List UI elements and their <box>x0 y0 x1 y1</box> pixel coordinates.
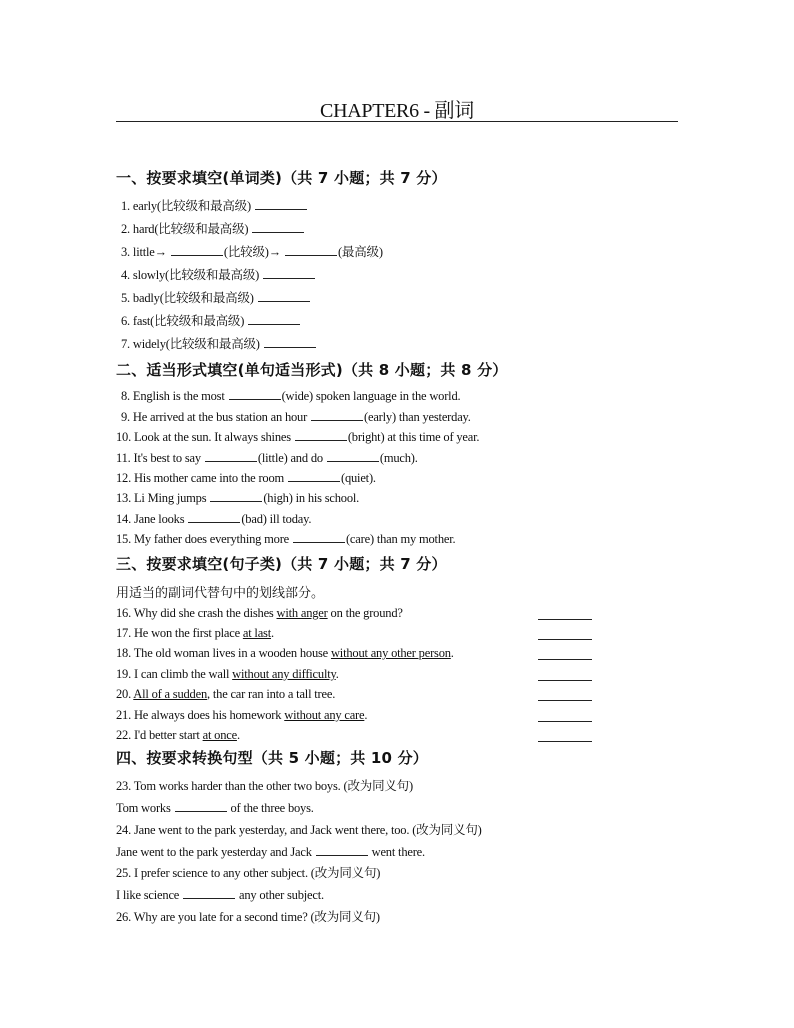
question-text: I like science <box>116 888 180 902</box>
question-18 <box>116 645 454 661</box>
question-text: . <box>335 667 339 681</box>
page-title: CHAPTER6 - 副词 <box>320 100 474 122</box>
underlined-phrase: without any other person <box>330 646 451 660</box>
answer-blank[interactable] <box>248 313 300 325</box>
question-text: I'd better start <box>133 728 203 742</box>
question-25 <box>116 865 380 881</box>
question-text: on the ground? <box>327 606 403 620</box>
question-number: 11. <box>116 451 131 465</box>
question-number: 7. <box>121 337 130 351</box>
question-21 <box>116 707 367 723</box>
underlined-phrase: All of a sudden <box>133 687 208 701</box>
answer-blank[interactable] <box>327 450 379 462</box>
question-number: 18. <box>116 646 132 660</box>
question-text: It's best to say <box>133 451 201 465</box>
question-number: 6. <box>121 314 130 328</box>
section-2-heading: 二、适当形式填空(单句适当形式)（共 8 小题；共 8 分） <box>116 361 508 379</box>
question-24 <box>116 822 482 838</box>
question-5 <box>121 290 311 306</box>
question-8 <box>121 388 460 404</box>
question-number: 20. <box>116 687 132 701</box>
answer-blank[interactable] <box>538 659 592 660</box>
question-13 <box>116 490 359 506</box>
answer-blank[interactable] <box>538 680 592 681</box>
question-text: (bright) at this time of year. <box>347 430 480 444</box>
question-text: (wide) spoken language in the world. <box>281 389 461 403</box>
question-number: 16. <box>116 606 132 620</box>
question-17 <box>116 625 274 641</box>
answer-blank[interactable] <box>255 198 307 210</box>
question-text: (much). <box>379 451 418 465</box>
underlined-phrase: at once <box>202 728 237 742</box>
underlined-phrase: without any difficulty <box>232 667 336 681</box>
question-6 <box>121 313 301 329</box>
question-15 <box>116 531 455 547</box>
question-text: Look at the sun. It always shines <box>133 430 291 444</box>
question-number: 5. <box>121 291 130 305</box>
question-12 <box>116 470 376 486</box>
question-number: 22. <box>116 728 132 742</box>
question-number: 2. <box>121 222 130 236</box>
question-text: of the three boys. <box>230 801 314 815</box>
question-text: early(比较级和最高级) <box>132 199 251 213</box>
question-text: My father does everything more <box>133 532 290 546</box>
question-text: Jane looks <box>133 512 185 526</box>
question-text: English is the most <box>132 389 225 403</box>
question-23 <box>116 778 413 794</box>
answer-blank[interactable] <box>538 721 592 722</box>
question-4 <box>121 267 316 283</box>
answer-blank[interactable] <box>188 511 240 523</box>
question-number: 21. <box>116 708 132 722</box>
answer-blank[interactable] <box>538 639 592 640</box>
question-text: slowly(比较级和最高级) <box>132 268 260 282</box>
question-text: He always does his homework <box>133 708 285 722</box>
question-text: I can climb the wall <box>133 667 233 681</box>
question-16 <box>116 605 403 621</box>
question-text: . <box>364 708 368 722</box>
question-2 <box>121 221 305 237</box>
question-text: badly(比较级和最高级) <box>132 291 254 305</box>
question-11 <box>116 450 418 466</box>
answer-blank[interactable] <box>311 409 363 421</box>
answer-blank[interactable] <box>263 267 315 279</box>
question-23-answer-line <box>116 800 314 816</box>
question-text: 26. Why are you late for a second time? (改为同义句) <box>116 910 380 924</box>
question-text: fast(比较级和最高级) <box>132 314 245 328</box>
answer-blank[interactable] <box>210 490 262 502</box>
question-text: (little) and do <box>257 451 323 465</box>
question-text: 24. Jane went to the park yesterday, and Jack went there, too. (改为同义句) <box>116 823 482 837</box>
question-25-answer-line <box>116 887 324 903</box>
section-3-instruction: 用适当的副词代替句中的划线部分。 <box>116 586 325 601</box>
question-text: The old woman lives in a wooden house <box>133 646 331 660</box>
answer-blank[interactable] <box>295 429 347 441</box>
question-number: 3. <box>121 245 130 259</box>
underlined-phrase: at last <box>242 626 271 640</box>
question-text: . <box>450 646 454 660</box>
answer-blank[interactable] <box>264 336 316 348</box>
answer-blank[interactable] <box>538 700 592 701</box>
question-10 <box>116 429 479 445</box>
question-number: 15. <box>116 532 132 546</box>
answer-blank[interactable] <box>183 887 235 899</box>
question-text: widely(比较级和最高级) <box>132 337 260 351</box>
section-3-heading: 三、按要求填空(句子类)（共 7 小题；共 7 分） <box>116 555 447 573</box>
question-22 <box>116 727 240 743</box>
answer-blank[interactable] <box>175 800 227 812</box>
question-text: Li Ming jumps <box>133 491 207 505</box>
answer-blank[interactable] <box>288 470 340 482</box>
question-text: He arrived at the bus station an hour <box>132 410 308 424</box>
answer-blank[interactable] <box>538 619 592 620</box>
question-text: , the car ran into a tall tree. <box>207 687 336 701</box>
question-number: 8. <box>121 389 130 403</box>
question-text: Jane went to the park yesterday and Jack <box>116 845 312 859</box>
question-text: . <box>236 728 240 742</box>
question-3 <box>121 244 383 260</box>
question-text: (high) in his school. <box>263 491 360 505</box>
section-4-heading: 四、按要求转换句型（共 5 小题；共 10 分） <box>116 749 429 767</box>
underlined-phrase: with anger <box>276 606 328 620</box>
answer-blank[interactable] <box>252 221 304 233</box>
title-divider <box>116 121 678 122</box>
question-text: . <box>270 626 274 640</box>
question-1 <box>121 198 308 214</box>
question-number: 4. <box>121 268 130 282</box>
question-number: 1. <box>121 199 130 213</box>
question-24-answer-line <box>116 844 425 860</box>
question-number: 10. <box>116 430 132 444</box>
question-text: Why did she crash the dishes <box>133 606 277 620</box>
section-1-heading: 一、按要求填空(单词类)（共 7 小题；共 7 分） <box>116 169 447 187</box>
question-text: Tom works <box>116 801 171 815</box>
question-text: He won the first place <box>133 626 243 640</box>
answer-blank[interactable] <box>316 844 368 856</box>
answer-blank[interactable] <box>171 244 223 256</box>
answer-blank[interactable] <box>285 244 337 256</box>
question-26 <box>116 909 380 925</box>
question-text: His mother came into the room <box>133 471 285 485</box>
question-text: little→ <box>132 245 167 259</box>
question-text: 23. Tom works harder than the other two boys. (改为同义句) <box>116 779 413 793</box>
question-number: 9. <box>121 410 130 424</box>
question-7 <box>121 336 317 352</box>
question-text: (care) than my mother. <box>345 532 456 546</box>
question-number: 19. <box>116 667 132 681</box>
answer-blank[interactable] <box>293 531 345 543</box>
question-number: 12. <box>116 471 132 485</box>
question-9 <box>121 409 471 425</box>
question-text: (early) than yesterday. <box>364 410 471 424</box>
question-text: any other subject. <box>239 888 324 902</box>
question-text: 25. I prefer science to any other subject. (改为同义句) <box>116 866 381 880</box>
question-14 <box>116 511 311 527</box>
answer-blank[interactable] <box>205 450 257 462</box>
answer-blank[interactable] <box>229 388 281 400</box>
question-text: hard(比较级和最高级) <box>132 222 249 236</box>
question-19 <box>116 666 339 682</box>
question-number: 17. <box>116 626 132 640</box>
question-text: (最高级) <box>337 245 383 259</box>
question-text: (bad) ill today. <box>241 512 312 526</box>
question-number: 14. <box>116 512 132 526</box>
question-text: went there. <box>371 845 425 859</box>
question-20 <box>116 686 335 702</box>
question-text: (比较级)→ <box>223 245 282 259</box>
answer-blank[interactable] <box>538 741 592 742</box>
question-number: 13. <box>116 491 132 505</box>
answer-blank[interactable] <box>258 290 310 302</box>
underlined-phrase: without any care <box>284 708 365 722</box>
question-text: (quiet). <box>340 471 376 485</box>
